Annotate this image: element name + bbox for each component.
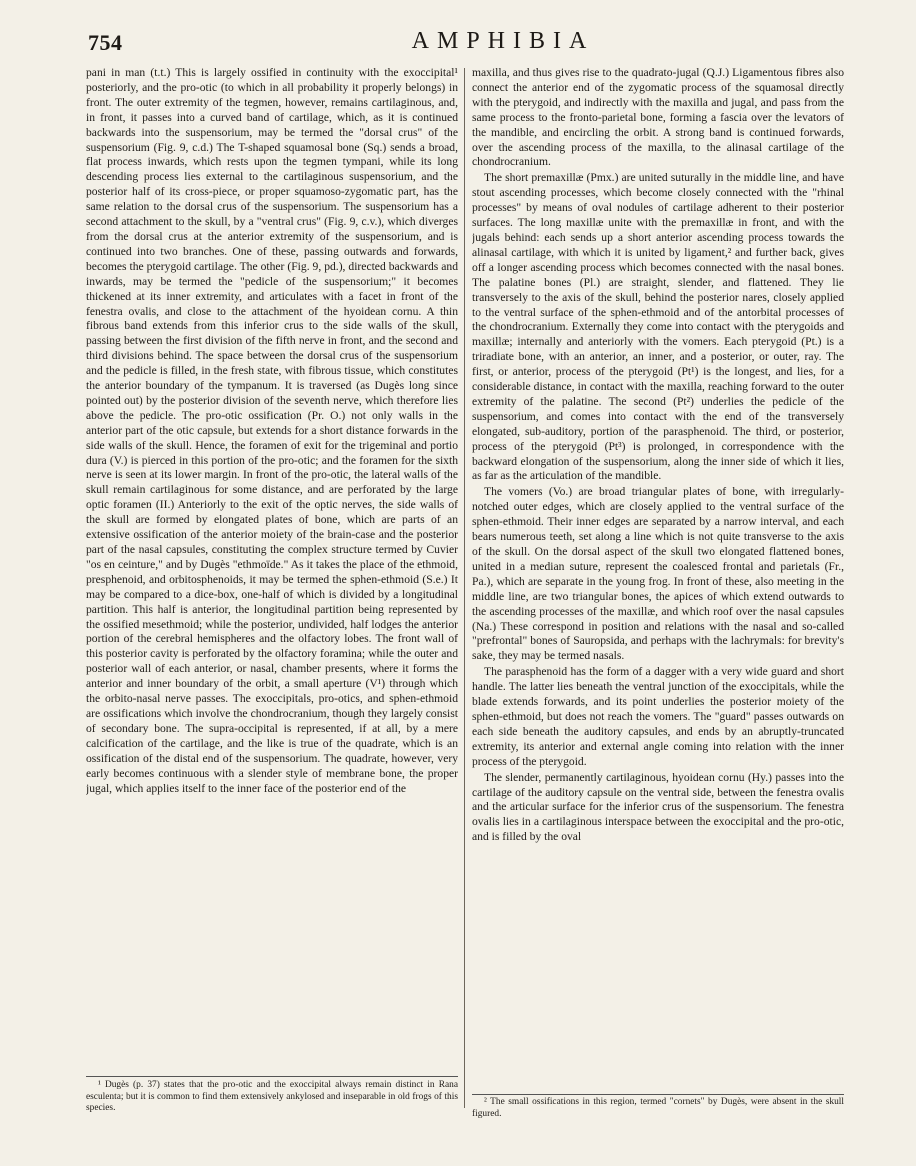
- page-header: [88, 26, 858, 62]
- footnote-right: ² The small ossifications in this region, termed "cornets" by Dugès, were absent in the skull figured.: [472, 1097, 844, 1119]
- paragraph: The parasphenoid has the form of a dagger with a very wide guard and short handle. The latter lies beneath the ventral junction of the exoccipitals, while the blade extends forwards, and its point underlies the posterior moiety of the sphen-ethmoid, but does not reach the vomers. The "guard" passes outwards on each side beneath the auditory capsules, and ends by an abruptly-truncated extremity, its anterior and external angle coming into relation with the inner process of the pterygoid.: [472, 665, 844, 768]
- paragraph: pani in man (t.t.) This is largely ossified in continuity with the exoccipital¹ posteriorly, and the pro-otic (to which in all probability it properly belongs) in front. The outer extremity of the tegmen, however, remains cartilaginous, and, in front, it passes into a curved band of cartilage, which, as it is continued backwards into the suspensorium, may be termed the "dorsal crus" of the suspensorium (Fig. 9, c.d.) The T-shaped squamosal bone (Sq.) sends a broad, flat process inwards, which rests upon the tegmen tympani, while its long descending process lies external to the cartilaginous suspensorium, and the posterior half of its cross-piece, or proper squamoso-zygomatic part, has the same relation to the dorsal crus of the suspensorium. The suspensorium has a second attachment to the skull, by a "ventral crus" (Fig. 9, c.v.), which diverges from the dorsal crus at the anterior extremity of the suspensorium, and is continued into two branches. One of these, passing outwards and forwards, becomes the pterygoid cartilage. The other (Fig. 9, pd.), directed backwards and inwards, may be termed the "pedicle of the suspensorium;" it becomes thickened at its inner extremity, and articulates with a facet in front of the fenestra ovalis, and close to the attachment of the hyoidean cornu. A thin fibrous band extends from this inferior crus to the side walls of the skull, passing between the first division of the fifth nerve in front, and the second and third divisions behind. The space between the dorsal crus of the suspensorium and the pedicle is filled, in the fresh state, with fibrous tissue, which constitutes the anterior boundary of the tympanum. It is traversed (as Dugès long since pointed out) by the posterior division of the seventh nerve, which therefore lies above the pedicle. The pro-otic ossification (Pr. O.) not only walls in the anterior part of the otic capsule, but extends for a short distance forwards in the side walls of the skull. Hence, the foramen of exit for the trigeminal and portio dura (V.) is pierced in this portion of the pro-otic; and the foramen for the sixth nerve is seen at its lower margin. In front of the pro-otic, the lateral walls of the skull remain cartilaginous for some distance, and are perforated by the large optic foramen (II.) Anteriorly to the exit of the optic nerves, the side walls of the skull are formed by elongated plates of bone, which are parts of an extensive ossification of the anterior moiety of the brain-case and the posterior part of the nasal capsules, constituting the complex structure termed by Cuvier "os en ceinture," and by Dugès "ethmoïde." As it takes the place of the ethmoid, presphenoid, and orbitosphenoids, it may be termed the sphen-ethmoid (S.e.) It may be compared to a dice-box, one-half of which is divided by a longitudinal partition. This half is anterior, the longitudinal partition being represented by the ossified mesethmoid; while the posterior, undivided, half lodges the anterior portion of the cerebral hemispheres and the olfactory lobes. The front wall of this posterior cavity is perforated by the olfactory foramina; while the outer and posterior wall of each anterior, or nasal, chamber presents, where it forms the anterior and inner boundary of the orbit, a small aperture (V¹) through which the orbito-nasal nerve passes. The exoccipitals, pro-otics, and sphen-ethmoid are ossifications which involve the chondrocranium, though they largely consist of secondary bone. The supra-occipital is represented, if at all, by a mere calcification of the cartilage, and the like is true of the quadrate, which is an ossification of the distal end of the suspensorium. The quadrate, however, very early becomes continuous with a slender style of membrane bone, the proper jugal, which applies itself to the inner face of the posterior end of the: [86, 66, 458, 795]
- footnote-rule-right: [472, 1094, 844, 1095]
- left-column: [86, 66, 458, 1066]
- paragraph: The vomers (Vo.) are broad triangular plates of bone, with irregularly-notched outer edges, which are closely applied to the ventral surface of the sphen-ethmoid. Their inner edges are separated by a narrow interval, and each bears numerous teeth, set along a line which is not quite transverse to the axis of the skull. On the dorsal aspect of the skull two elongated flattened bones, united in a median suture, represent the coalesced frontal and parietals (Fr., Pa.), which are separate in the young frog. In front of these, also meeting in the middle line, are two triangular bones, the apices of which extend outwards to the ascending processes of the maxillæ, and which roof over the nasal capsules (Na.) These correspond in position and relations with the nasal and so-called "prefrontal" bones of Sauropsida, and perhaps with the lachrymals: for brevity's sake, they may be termed nasals.: [472, 485, 844, 663]
- page-number: 754: [88, 30, 123, 55]
- running-title: AMPHIBIA: [411, 28, 595, 54]
- column-divider: [464, 68, 465, 1108]
- paragraph: The slender, permanently cartilaginous, hyoidean cornu (Hy.) passes into the cartilage of the auditory capsule on the ventral side, between the fenestra ovalis and the articular surface for the inferior crus of the suspensorium. The fenestra ovalis lies in a cartilaginous interspace between the exoccipital and the pro-otic, and is filled by the oval: [472, 770, 844, 844]
- paragraph: The short premaxillæ (Pmx.) are united suturally in the middle line, and have stout ascending processes, which become closely connected with the "rhinal processes" by means of oval nodules of cartilage adherent to their posterior surfaces. The long maxillæ unite with the premaxillæ in front, and with the jugals behind: each sends up a short anterior ascending process towards the alinasal cartilage, with which it is united by ligament,² and further back, gives off a longer ascending process which becomes connected with the nasal bones. The palatine bones (Pl.) are straight, slender, and flattened. They lie transversely to the axis of the skull, behind the posterior nares, closely applied to the ventral surface of the sphen-ethmoid and of the antorbital processes of the chondrocranium. Externally they come into contact with the pterygoids and maxillæ; internally and anteriorly with the vomers. Each pterygoid (Pt.) is a triradiate bone, with an anterior, an inner, and a posterior, or outer, ray. The first, or anterior, process of the pterygoid (Pt¹) is the longest, and lies, for a considerable distance, in contact with the maxilla, reaching forward to the outer extremity of the palatine. The second (Pt²) underlies the pedicle of the suspensorium, and comes into contact with the end of the transversely elongated, sub-auditory, portion of the parasphenoid. The third, or posterior, process of the pterygoid (Pt³) is prolonged, in correspondence with the backward elongation of the suspensorium, along the inner side of which it lies, as far as the articulation of the mandible.: [472, 171, 844, 483]
- footnote-rule-left: [86, 1076, 458, 1077]
- paragraph: maxilla, and thus gives rise to the quadrato-jugal (Q.J.) Ligamentous fibres also connect the anterior end of the zygomatic process of the squamosal directly with the pterygoid, and indirectly with the maxilla and jugal, and pass from the same process to the fronto-parietal bone, forming a fascia over the levators of the mandible, and encircling the orbit. A strong band is continued forwards, over the ascending process of the maxilla, to the alinasal cartilage of the chondrocranium.: [472, 66, 844, 169]
- footnote-left: ¹ Dugès (p. 37) states that the pro-otic and the exoccipital always remain distinct in Rana esculenta; but it is common to find them extensively ankylosed and inseparable in old frogs of this species.: [86, 1080, 458, 1113]
- right-column: [472, 66, 844, 1066]
